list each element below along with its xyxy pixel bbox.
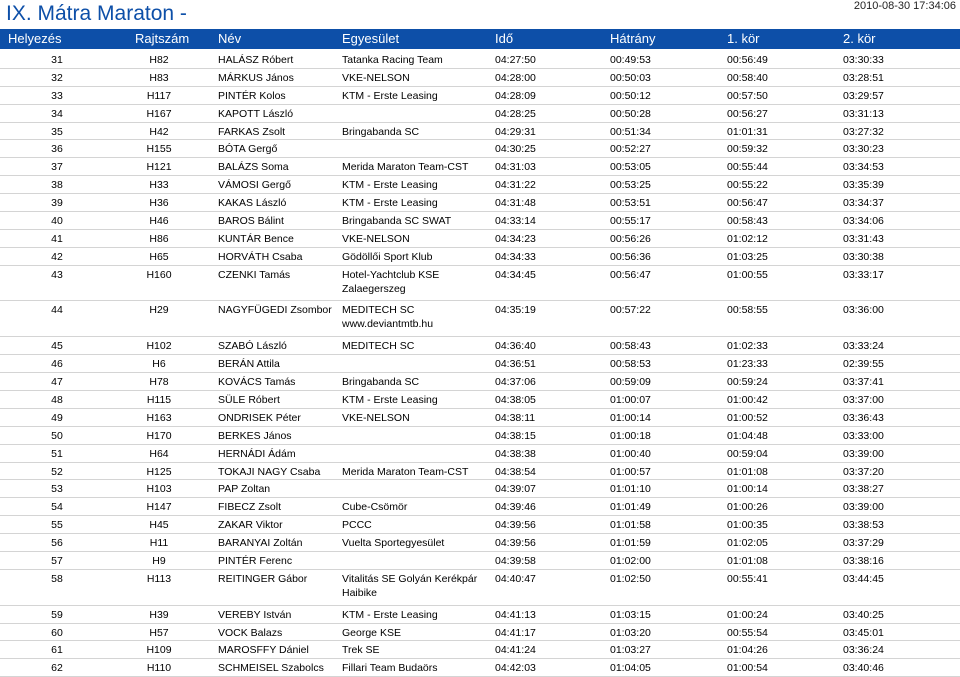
bib-cell: H102	[146, 340, 172, 353]
bib-cell: H65	[149, 250, 169, 263]
bib-cell: H36	[149, 197, 169, 210]
lap2-cell: 03:34:06	[843, 215, 884, 228]
gap-cell: 01:00:57	[610, 465, 651, 478]
lap2-cell: 03:33:24	[843, 340, 884, 353]
table-row	[0, 158, 960, 176]
bib-cell: H45	[149, 519, 169, 532]
name-cell: PINTÉR Kolos	[218, 89, 286, 102]
position-cell: 46	[51, 358, 63, 371]
name-cell: MAROSFFY Dániel	[218, 644, 309, 657]
club-cell: Tatanka Racing Team	[342, 54, 443, 66]
lap1-cell: 00:59:32	[727, 143, 768, 156]
name-cell: SÜLE Róbert	[218, 393, 280, 406]
gap-cell: 00:55:17	[610, 215, 651, 228]
position-cell: 31	[51, 54, 63, 66]
lap2-cell: 03:37:41	[843, 376, 884, 389]
table-row	[0, 445, 960, 463]
lap2-cell: 03:44:45	[843, 572, 884, 585]
club-cell: KTM - Erste Leasing	[342, 608, 438, 621]
table-row	[0, 194, 960, 212]
lap2-cell: 03:37:00	[843, 393, 884, 406]
club-cell: Cube-Csömör	[342, 501, 408, 514]
lap1-cell: 00:56:47	[727, 197, 768, 210]
name-cell: BAROS Bálint	[218, 215, 284, 228]
time-cell: 04:28:00	[495, 71, 536, 84]
position-cell: 50	[51, 429, 63, 442]
table-row	[0, 301, 960, 337]
table-row	[0, 337, 960, 355]
table-row	[0, 516, 960, 534]
table-row	[0, 498, 960, 516]
position-cell: 51	[51, 447, 63, 460]
lap1-cell: 01:00:52	[727, 411, 768, 424]
name-cell: ONDRISEK Péter	[218, 411, 301, 424]
club-cell: Bringabanda SC SWAT	[342, 215, 452, 228]
time-cell: 04:28:25	[495, 107, 536, 120]
timestamp: 2010-08-30 17:34:06	[853, 0, 956, 12]
club-cell: Vuelta Sportegyesület	[342, 537, 445, 550]
table-row	[0, 480, 960, 498]
table-row	[0, 87, 960, 105]
position-cell: 48	[51, 393, 63, 406]
lap2-cell: 03:27:32	[843, 125, 884, 138]
gap-cell: 00:50:28	[610, 107, 651, 120]
lap1-cell: 01:02:05	[727, 537, 768, 550]
lap2-cell: 03:40:25	[843, 608, 884, 621]
position-cell: 47	[51, 376, 63, 389]
time-cell: 04:31:48	[495, 197, 536, 210]
time-cell: 04:38:54	[495, 465, 536, 478]
bib-cell: H29	[149, 304, 169, 317]
column-header-club: Egyesület	[342, 31, 400, 46]
lap2-cell: 03:30:33	[843, 54, 884, 66]
name-cell: SCHMEISEL Szabolcs	[218, 662, 324, 675]
name-cell: KOVÁCS Tamás	[218, 376, 296, 389]
club-cell: VKE-NELSON	[342, 71, 410, 84]
table-row	[0, 552, 960, 570]
club-cell: KTM - Erste Leasing	[342, 179, 438, 192]
gap-cell: 01:00:14	[610, 411, 651, 424]
time-cell: 04:39:56	[495, 537, 536, 550]
club-cell: KTM - Erste Leasing	[342, 393, 438, 406]
column-header-time: Idő	[495, 31, 514, 46]
bib-cell: H9	[152, 554, 166, 567]
time-cell: 04:41:17	[495, 626, 536, 639]
bib-cell: H6	[152, 358, 166, 371]
gap-cell: 00:56:47	[610, 268, 651, 281]
bib-cell: H155	[146, 143, 172, 156]
position-cell: 41	[51, 232, 63, 245]
position-cell: 42	[51, 250, 63, 263]
lap1-cell: 01:04:26	[727, 644, 768, 657]
gap-cell: 01:00:40	[610, 447, 651, 460]
gap-cell: 01:04:05	[610, 662, 651, 675]
bib-cell: H110	[146, 662, 172, 675]
position-cell: 34	[51, 107, 63, 120]
name-cell: KAPOTT László	[218, 107, 294, 120]
table-row	[0, 230, 960, 248]
page-title: IX. Mátra Maraton -	[6, 2, 187, 25]
name-cell: REITINGER Gábor	[218, 572, 308, 585]
position-cell: 36	[51, 143, 63, 156]
time-cell: 04:41:13	[495, 608, 536, 621]
lap2-cell: 03:30:23	[843, 143, 884, 156]
lap2-cell: 03:33:00	[843, 429, 884, 442]
lap1-cell: 01:02:33	[727, 340, 768, 353]
table-row	[0, 212, 960, 230]
time-cell: 04:31:22	[495, 179, 536, 192]
lap2-cell: 03:36:00	[843, 304, 884, 317]
position-cell: 45	[51, 340, 63, 353]
gap-cell: 00:50:12	[610, 89, 651, 102]
lap1-cell: 00:58:55	[727, 304, 768, 317]
lap1-cell: 00:59:24	[727, 376, 768, 389]
column-header-gap: Hátrány	[610, 31, 656, 46]
bib-cell: H33	[149, 179, 169, 192]
name-cell: BARANYAI Zoltán	[218, 537, 303, 550]
lap1-cell: 00:56:27	[727, 107, 768, 120]
time-cell: 04:30:25	[495, 143, 536, 156]
bib-cell: H167	[146, 107, 172, 120]
column-header-bib: Rajtszám	[135, 31, 190, 46]
club-cell: KTM - Erste Leasing	[342, 197, 438, 210]
name-cell: KAKAS László	[218, 197, 287, 210]
name-cell: BERÁN Attila	[218, 358, 280, 371]
club-cell: Bringabanda SC	[342, 125, 420, 138]
lap1-cell: 01:03:25	[727, 250, 768, 263]
name-cell: VÁMOSI Gergő	[218, 179, 291, 192]
bib-cell: H83	[149, 71, 169, 84]
bib-cell: H121	[146, 161, 172, 174]
time-cell: 04:34:45	[495, 268, 536, 281]
name-cell: VEREBY István	[218, 608, 292, 621]
time-cell: 04:39:46	[495, 501, 536, 514]
time-cell: 04:42:03	[495, 662, 536, 675]
club-cell: Bringabanda SC	[342, 376, 420, 389]
lap1-cell: 01:01:08	[727, 465, 768, 478]
lap1-cell: 00:57:50	[727, 89, 768, 102]
time-cell: 04:39:56	[495, 519, 536, 532]
table-row	[0, 659, 960, 677]
club-cell: PCCC	[342, 519, 372, 532]
bib-cell: H11	[149, 537, 169, 550]
position-cell: 61	[51, 644, 63, 657]
time-cell: 04:40:47	[495, 572, 536, 585]
name-cell: FARKAS Zsolt	[218, 125, 286, 138]
gap-cell: 01:02:00	[610, 554, 651, 567]
lap1-cell: 00:58:40	[727, 71, 768, 84]
lap1-cell: 00:56:49	[727, 54, 768, 66]
gap-cell: 00:53:05	[610, 161, 651, 174]
table-row	[0, 606, 960, 624]
time-cell: 04:38:38	[495, 447, 536, 460]
lap1-cell: 01:04:48	[727, 429, 768, 442]
club-cell: Hotel-Yachtclub KSE Zalaegerszeg	[342, 268, 440, 295]
gap-cell: 00:58:43	[610, 340, 651, 353]
position-cell: 39	[51, 197, 63, 210]
bib-cell: H42	[149, 125, 169, 138]
gap-cell: 01:01:49	[610, 501, 651, 514]
table-row	[0, 51, 960, 69]
club-cell: Vitalitás SE Golyán Kerékpár Haibike	[342, 572, 478, 599]
bib-cell: H170	[146, 429, 172, 442]
name-cell: KUNTÁR Bence	[218, 232, 294, 245]
table-row	[0, 624, 960, 642]
club-cell: Fillari Team Budaörs	[342, 662, 438, 675]
table-row	[0, 409, 960, 427]
lap2-cell: 03:30:38	[843, 250, 884, 263]
position-cell: 54	[51, 501, 63, 514]
bib-cell: H147	[146, 501, 172, 514]
table-row	[0, 373, 960, 391]
lap1-cell: 01:00:35	[727, 519, 768, 532]
position-cell: 52	[51, 465, 63, 478]
time-cell: 04:38:05	[495, 393, 536, 406]
name-cell: CZENKI Tamás	[218, 268, 291, 281]
name-cell: ZAKAR Viktor	[218, 519, 283, 532]
bib-cell: H86	[149, 232, 169, 245]
gap-cell: 01:03:27	[610, 644, 651, 657]
club-cell: KTM - Erste Leasing	[342, 89, 438, 102]
gap-cell: 00:51:34	[610, 125, 651, 138]
lap2-cell: 03:31:13	[843, 107, 884, 120]
lap2-cell: 03:39:00	[843, 447, 884, 460]
gap-cell: 01:02:50	[610, 572, 651, 585]
name-cell: PINTÉR Ferenc	[218, 554, 293, 567]
gap-cell: 01:00:18	[610, 429, 651, 442]
table-row	[0, 570, 960, 606]
club-cell: George KSE	[342, 626, 401, 639]
lap1-cell: 01:00:24	[727, 608, 768, 621]
bib-cell: H82	[149, 54, 169, 66]
gap-cell: 00:49:53	[610, 54, 651, 66]
table-row	[0, 463, 960, 481]
club-cell: MEDITECH SC	[342, 340, 415, 353]
name-cell: NAGYFÜGEDI Zsombor	[218, 304, 332, 317]
bib-cell: H117	[146, 89, 172, 102]
time-cell: 04:34:33	[495, 250, 536, 263]
lap1-cell: 00:58:43	[727, 215, 768, 228]
position-cell: 43	[51, 268, 63, 281]
table-row	[0, 105, 960, 123]
lap2-cell: 03:40:46	[843, 662, 884, 675]
table-row	[0, 266, 960, 302]
lap2-cell: 03:39:00	[843, 501, 884, 514]
name-cell: SZABÓ László	[218, 340, 287, 353]
name-cell: TOKAJI NAGY Csaba	[218, 465, 321, 478]
lap1-cell: 00:55:54	[727, 626, 768, 639]
position-cell: 49	[51, 411, 63, 424]
column-header-position: Helyezés	[8, 31, 62, 46]
name-cell: PAP Zoltan	[218, 483, 271, 496]
gap-cell: 00:57:22	[610, 304, 651, 317]
gap-cell: 01:01:58	[610, 519, 651, 532]
gap-cell: 00:53:51	[610, 197, 651, 210]
club-cell: Merida Maraton Team-CST	[342, 465, 469, 478]
time-cell: 04:35:19	[495, 304, 536, 317]
bib-cell: H57	[149, 626, 169, 639]
time-cell: 04:27:50	[495, 54, 536, 66]
bib-cell: H115	[146, 393, 172, 406]
gap-cell: 00:59:09	[610, 376, 651, 389]
lap2-cell: 03:29:57	[843, 89, 884, 102]
position-cell: 60	[51, 626, 63, 639]
lap1-cell: 01:23:33	[727, 358, 768, 371]
table-row	[0, 355, 960, 373]
time-cell: 04:37:06	[495, 376, 536, 389]
time-cell: 04:28:09	[495, 89, 536, 102]
lap2-cell: 03:38:16	[843, 554, 884, 567]
column-header-lap2: 2. kör	[843, 31, 876, 46]
lap1-cell: 01:00:42	[727, 393, 768, 406]
table-header	[0, 29, 960, 49]
position-cell: 62	[51, 662, 63, 675]
club-cell: VKE-NELSON	[342, 232, 410, 245]
name-cell: VOCK Balazs	[218, 626, 283, 639]
time-cell: 04:39:58	[495, 554, 536, 567]
position-cell: 59	[51, 608, 63, 621]
position-cell: 32	[51, 71, 63, 84]
gap-cell: 00:56:36	[610, 250, 651, 263]
bib-cell: H113	[146, 572, 172, 585]
club-cell: Merida Maraton Team-CST	[342, 161, 469, 174]
name-cell: FIBECZ Zsolt	[218, 501, 282, 514]
gap-cell: 00:56:26	[610, 232, 651, 245]
lap2-cell: 03:28:51	[843, 71, 884, 84]
column-header-name: Név	[218, 31, 242, 46]
bib-cell: H103	[146, 483, 172, 496]
position-cell: 40	[51, 215, 63, 228]
club-cell: Gödöllői Sport Klub	[342, 250, 433, 263]
lap2-cell: 03:38:27	[843, 483, 884, 496]
lap2-cell: 03:45:01	[843, 626, 884, 639]
lap1-cell: 01:01:08	[727, 554, 768, 567]
position-cell: 44	[51, 304, 63, 317]
position-cell: 55	[51, 519, 63, 532]
gap-cell: 00:52:27	[610, 143, 651, 156]
name-cell: HALÁSZ Róbert	[218, 54, 294, 66]
club-cell: Trek SE	[342, 644, 380, 657]
table-row	[0, 391, 960, 409]
bib-cell: H64	[149, 447, 169, 460]
name-cell: HERNÁDI Ádám	[218, 447, 296, 460]
name-cell: HORVÁTH Csaba	[218, 250, 303, 263]
time-cell: 04:36:51	[495, 358, 536, 371]
table-row	[0, 69, 960, 87]
time-cell: 04:36:40	[495, 340, 536, 353]
table-row	[0, 140, 960, 158]
club-cell: MEDITECH SC www.deviantmtb.hu	[342, 304, 434, 331]
time-cell: 04:31:03	[495, 161, 536, 174]
name-cell: BALÁZS Soma	[218, 161, 289, 174]
gap-cell: 01:03:15	[610, 608, 651, 621]
name-cell: BÓTA Gergő	[218, 143, 278, 156]
name-cell: BERKES János	[218, 429, 292, 442]
lap1-cell: 01:00:14	[727, 483, 768, 496]
name-cell: MÁRKUS János	[218, 71, 294, 84]
bib-cell: H163	[146, 411, 172, 424]
lap2-cell: 03:34:37	[843, 197, 884, 210]
lap2-cell: 03:37:20	[843, 465, 884, 478]
time-cell: 04:33:14	[495, 215, 536, 228]
gap-cell: 01:03:20	[610, 626, 651, 639]
lap2-cell: 03:36:24	[843, 644, 884, 657]
bib-cell: H39	[149, 608, 169, 621]
bib-cell: H46	[149, 215, 169, 228]
lap1-cell: 01:00:54	[727, 662, 768, 675]
time-cell: 04:29:31	[495, 125, 536, 138]
position-cell: 37	[51, 161, 63, 174]
time-cell: 04:41:24	[495, 644, 536, 657]
table-row	[0, 427, 960, 445]
lap1-cell: 00:59:04	[727, 447, 768, 460]
lap2-cell: 03:33:17	[843, 268, 884, 281]
lap2-cell: 03:37:29	[843, 537, 884, 550]
gap-cell: 01:01:59	[610, 537, 651, 550]
position-cell: 53	[51, 483, 63, 496]
bib-cell: H109	[146, 644, 172, 657]
gap-cell: 01:00:07	[610, 393, 651, 406]
time-cell: 04:34:23	[495, 232, 536, 245]
time-cell: 04:38:15	[495, 429, 536, 442]
lap2-cell: 03:31:43	[843, 232, 884, 245]
position-cell: 33	[51, 89, 63, 102]
lap1-cell: 00:55:44	[727, 161, 768, 174]
lap2-cell: 02:39:55	[843, 358, 884, 371]
table-row	[0, 641, 960, 659]
club-cell: VKE-NELSON	[342, 411, 410, 424]
position-cell: 57	[51, 554, 63, 567]
position-cell: 35	[51, 125, 63, 138]
time-cell: 04:38:11	[495, 411, 536, 424]
results-table	[0, 51, 960, 677]
bib-cell: H125	[146, 465, 172, 478]
position-cell: 58	[51, 572, 63, 585]
lap1-cell: 01:00:55	[727, 268, 768, 281]
table-row	[0, 176, 960, 194]
bib-cell: H160	[146, 268, 172, 281]
lap2-cell: 03:34:53	[843, 161, 884, 174]
position-cell: 38	[51, 179, 63, 192]
gap-cell: 00:53:25	[610, 179, 651, 192]
position-cell: 56	[51, 537, 63, 550]
lap1-cell: 01:00:26	[727, 501, 768, 514]
gap-cell: 00:58:53	[610, 358, 651, 371]
bib-cell: H78	[149, 376, 169, 389]
lap2-cell: 03:38:53	[843, 519, 884, 532]
lap2-cell: 03:36:43	[843, 411, 884, 424]
table-row	[0, 248, 960, 266]
lap1-cell: 00:55:41	[727, 572, 768, 585]
column-header-lap1: 1. kör	[727, 31, 760, 46]
lap1-cell: 00:55:22	[727, 179, 768, 192]
gap-cell: 00:50:03	[610, 71, 651, 84]
table-row	[0, 534, 960, 552]
table-row	[0, 123, 960, 141]
lap1-cell: 01:02:12	[727, 232, 768, 245]
lap2-cell: 03:35:39	[843, 179, 884, 192]
time-cell: 04:39:07	[495, 483, 536, 496]
lap1-cell: 01:01:31	[727, 125, 768, 138]
gap-cell: 01:01:10	[610, 483, 651, 496]
